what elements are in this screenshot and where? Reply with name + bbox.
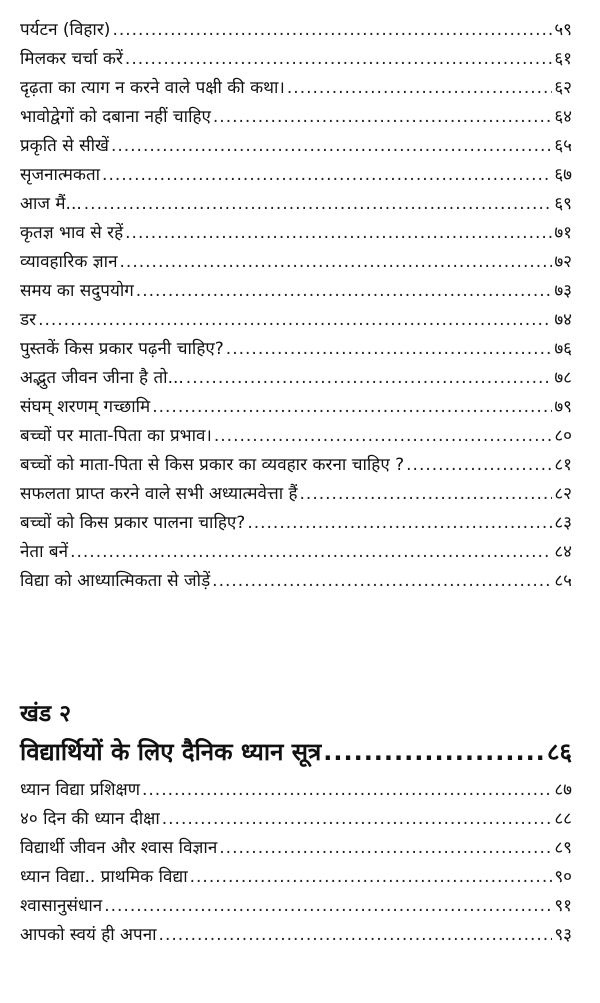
toc-entry (20, 74, 572, 103)
dot-leader (84, 190, 553, 219)
toc-entry-page: ५९ (554, 20, 572, 40)
toc-entry-page: ६७ (554, 165, 572, 185)
toc-entry-page: ८५ (554, 571, 572, 591)
toc-entry (20, 805, 572, 834)
dot-leader (287, 74, 552, 103)
toc-entry-title: भावोद्वेगों को दबाना नहीं चाहिए (20, 107, 211, 127)
toc-entry (20, 451, 572, 480)
dot-leader (125, 45, 552, 74)
toc-entry-title: आज मैं... (20, 194, 82, 214)
toc-entry-title: बच्चों को माता-पिता से किस प्रकार का व्यवहार करना चाहिए ? (20, 455, 405, 475)
toc-entry (20, 509, 572, 538)
dot-leader (112, 16, 552, 45)
toc-entry (20, 161, 572, 190)
toc-entry (20, 567, 572, 596)
toc-entry-page: ७४ (554, 310, 572, 330)
dot-leader (102, 161, 552, 190)
toc-entry (20, 16, 572, 45)
dot-leader (162, 805, 553, 834)
dot-leader (111, 132, 552, 161)
dot-leader (247, 509, 552, 538)
toc-entry-title: समय का सदुपयोग (20, 281, 134, 301)
toc-entry-page: ७६ (554, 339, 572, 359)
dot-leader (70, 538, 552, 567)
toc-entry-page: ९० (554, 867, 572, 887)
toc-entry-title: कृतज्ञ भाव से रहें (20, 223, 124, 243)
toc-entry-page: ८९ (554, 838, 572, 858)
toc-entry-page: ७१ (554, 223, 572, 243)
dot-leader (142, 776, 552, 805)
toc-entry-page: ८३ (554, 513, 572, 533)
dot-leader (186, 364, 553, 393)
toc-entry-title: व्यावहारिक ज्ञान (20, 252, 118, 272)
toc-entry-page: ८० (554, 426, 572, 446)
toc-entry (20, 306, 572, 335)
toc-entry-title: नेता बनें (20, 542, 69, 562)
toc-entry-page: ७३ (554, 281, 572, 301)
toc-entry-title: प्रकृति से सीखें (20, 136, 109, 156)
toc-entry-page: ७२ (554, 252, 572, 272)
toc-entry-page: ६१ (554, 49, 572, 69)
toc-entry (20, 277, 572, 306)
toc-entry (20, 335, 572, 364)
dot-leader (125, 219, 552, 248)
dot-leader (226, 335, 553, 364)
toc-entry (20, 480, 572, 509)
dot-leader (190, 863, 553, 892)
toc-entry-page: ६४ (554, 107, 572, 127)
toc-entry (20, 921, 572, 950)
toc-entry-title: डर (20, 310, 37, 330)
toc-entry-page: ८४ (554, 542, 572, 562)
toc-entry-title: बच्चों को किस प्रकार पालना चाहिए? (20, 513, 246, 533)
toc-entry-title: संघम् शरणम् गच्छामि (20, 397, 151, 417)
toc-entry-title: आपको स्वयं ही अपना (20, 925, 157, 945)
toc-entry-title: पर्यटन (विहार) (20, 20, 111, 40)
toc-entry-title: सृजनात्मकता (20, 165, 101, 185)
toc-entry (20, 132, 572, 161)
dot-leader (323, 733, 545, 771)
dot-leader (38, 306, 552, 335)
toc-entry-title: बच्चों पर माता-पिता का प्रभाव। (20, 426, 212, 446)
section-heading (20, 733, 572, 771)
toc-entry-title: श्वासानुसंधान (20, 896, 103, 916)
dot-leader (214, 422, 552, 451)
toc-entry-title: ४० दिन की ध्यान दीक्षा (20, 809, 160, 829)
toc-entry (20, 219, 572, 248)
toc-entry (20, 892, 572, 921)
section-heading-page: ८६ (547, 738, 572, 766)
toc-entry-title: ध्यान विद्या.. प्राथमिक विद्या (20, 867, 188, 887)
dot-leader (104, 892, 552, 921)
toc-entry-title: अद्भुत जीवन जीना है तो... (20, 368, 184, 388)
section-heading-title: विद्यार्थियों के लिए दैनिक ध्यान सूत्र (20, 738, 322, 766)
toc-entry (20, 103, 572, 132)
toc-entry-page: ८७ (554, 780, 572, 800)
toc-entry (20, 190, 572, 219)
section-label: खंड २ (20, 701, 72, 727)
toc-entry-page: ६५ (554, 136, 572, 156)
toc-entry-title: विद्यार्थी जीवन और श्वास विज्ञान (20, 838, 218, 858)
toc-entry (20, 538, 572, 567)
dot-leader (159, 921, 553, 950)
toc-entry-title: ध्यान विद्या प्रशिक्षण (20, 780, 140, 800)
toc-entry (20, 364, 572, 393)
toc-entry-page: ७८ (554, 368, 572, 388)
dot-leader (300, 480, 553, 509)
toc-entry (20, 834, 572, 863)
toc-entry (20, 422, 572, 451)
toc-entry-title: विद्या को आध्यात्मिकता से जोड़ें (20, 571, 211, 591)
toc-entry (20, 393, 572, 422)
toc-entry-title: पुस्तकें किस प्रकार पढ़नी चाहिए? (20, 339, 224, 359)
dot-leader (152, 393, 552, 422)
toc-entry-page: ८२ (554, 484, 572, 504)
toc-entry-page: ६९ (554, 194, 572, 214)
dot-leader (212, 567, 552, 596)
toc-list-part1 (20, 16, 572, 596)
dot-leader (136, 277, 553, 306)
toc-entry-title: दृढ़ता का त्याग न करने वाले पक्षी की कथा। (20, 78, 285, 98)
dot-leader (120, 248, 553, 277)
toc-entry (20, 776, 572, 805)
toc-entry-page: ७९ (554, 397, 572, 417)
dot-leader (406, 451, 552, 480)
toc-entry-title: मिलकर चर्चा करें (20, 49, 123, 69)
toc-entry-page: ६२ (554, 78, 572, 98)
toc-entry (20, 863, 572, 892)
toc-entry (20, 248, 572, 277)
toc-entry-page: ९१ (554, 896, 572, 916)
toc-entry-page: ८८ (554, 809, 572, 829)
toc-list-section2 (20, 776, 572, 950)
toc-entry-page: ८१ (554, 455, 572, 475)
toc-entry (20, 45, 572, 74)
dot-leader (213, 103, 552, 132)
toc-entry-page: ९३ (554, 925, 572, 945)
toc-entry-title: सफलता प्राप्त करने वाले सभी अध्यात्मवेत्ता हैं (20, 484, 298, 504)
dot-leader (219, 834, 552, 863)
